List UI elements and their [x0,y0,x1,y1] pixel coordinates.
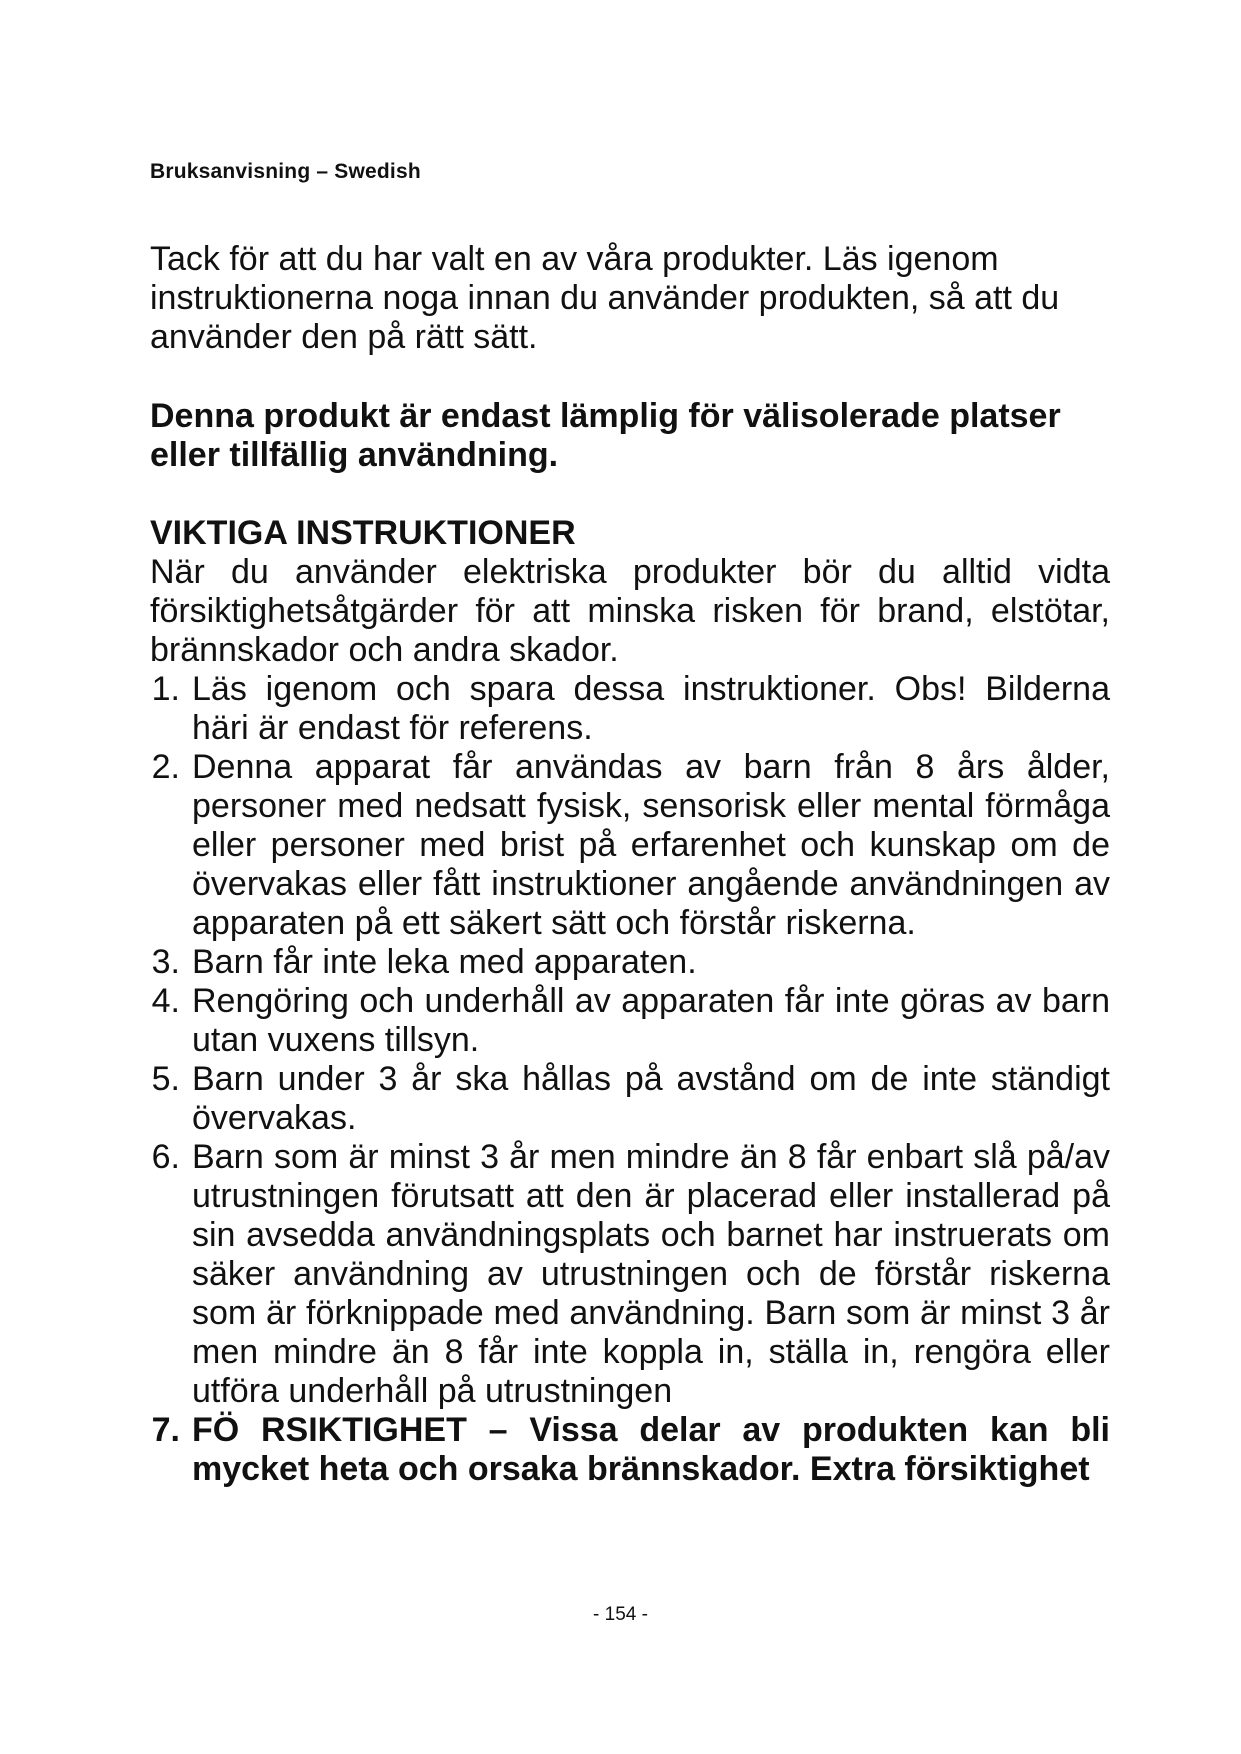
list-item [150,748,1110,943]
list-item-number: 2. [151,748,180,786]
section-text: När du använder elektriska produkter bör du alltid vidta försiktighetsåtgärder för att minska risken för brand, elstötar, brännskador och andra skador. [150,553,1110,669]
list-item-number: 3. [151,943,180,981]
list-item-text: FÖ RSIKTIGHET – Vissa delar av produkten kan bli mycket heta och orsaka brännskador. Extra försiktighet [192,1411,1110,1488]
list-item [150,943,1110,982]
list-item [150,1138,1110,1411]
list-item-text: Barn under 3 år ska hållas på avstånd om de inte ständigt övervakas. [192,1060,1110,1137]
list-item-text: Denna apparat får användas av barn från 8 års ålder, personer med nedsatt fysisk, sensorisk eller mental förmåga eller personer med brist på erfarenhet och kunskap om de övervakas eller fått instruktioner angående användningen av apparaten på ett säkert sätt och förstår riskerna. [192,748,1110,942]
list-item-number: 1. [151,670,180,708]
page-content [150,240,1110,1489]
list-item-number: 7. [151,1411,180,1449]
list-item-number: 6. [151,1138,180,1176]
list-item-number: 4. [151,982,180,1020]
list-item-text: Rengöring och underhåll av apparaten får inte göras av barn utan vuxens tillsyn. [192,982,1110,1059]
list-item-text: Läs igenom och spara dessa instruktioner. Obs! Bilderna häri är endast för referens. [192,670,1110,747]
list-item-number: 5. [151,1060,180,1098]
intro-paragraph: Tack för att du har valt en av våra produkter. Läs igenom instruktionerna noga innan du använder produkten, så att du använder den på rätt sätt. [150,240,1060,356]
instruction-list [150,670,1110,1489]
list-item [150,982,1110,1060]
list-item-text: Barn får inte leka med apparaten. [192,943,697,981]
list-item [150,1060,1110,1138]
list-item-text: Barn som är minst 3 år men mindre än 8 får enbart slå på/av utrustningen förutsatt att den är placerad eller installerad på sin avsedda användningsplats och barnet har instruerats om säker användning av utrustningen och de förstår riskerna som är förknippade med användning. Barn som är minst 3 år men mindre än 8 får inte koppla in, ställa in, rengöra eller utföra underhåll på utrustningen [192,1138,1110,1410]
page-header: Bruksanvisning – Swedish [150,160,421,183]
warning-paragraph: Denna produkt är endast lämplig för välisolerade platser eller tillfällig användning. [150,397,1061,474]
list-item [150,670,1110,748]
page-number: - 154 - [593,1604,648,1625]
section-title: VIKTIGA INSTRUKTIONER [150,514,576,552]
list-item-caution [150,1411,1110,1489]
